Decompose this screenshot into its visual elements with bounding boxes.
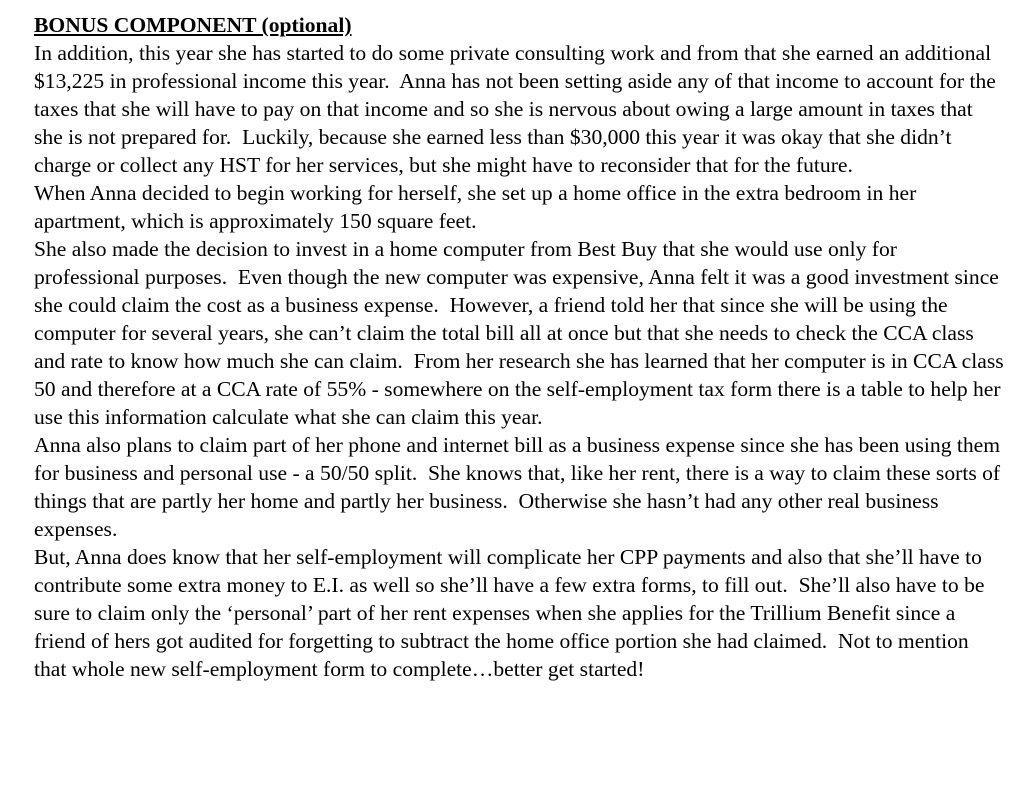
paragraph-cpp-ei-trillium: But, Anna does know that her self-employment will complicate her CPP payments and also that she’ll have to contribute some extra money to E.I. as well so she’ll have a few extra forms, to fill out. She’ll also have to be sure to claim only the ‘personal’ part of her rent expenses when she applies for the Trillium Benefit since a friend of hers got audited for forgetting to subtract the home office portion she had claimed. Not to mention that whole new self-employment form to complete…better get started! [34,545,990,681]
paragraph-phone-internet: Anna also plans to claim part of her phone and internet bill as a business expense since she has been using them for business and personal use - a 50/50 split. She knows that, like her rent, there is a way to claim these sorts of things that are partly her home and partly her business. Otherwise she hasn’t had any other real business expenses. [34,433,1006,541]
paragraph-consulting-income: In addition, this year she has started to do some private consulting work and from that she earned an additional $13,225 in professional income this year. Anna has not been setting aside any of that income to account for the taxes that she will have to pay on that income and so she is nervous about owing a large amount in taxes that she is not prepared for. Luckily, because she earned less than $30,000 this year it was okay that she didn’t charge or collect any HST for her services, but she might have to reconsider that for the future. [34,41,1002,177]
section-heading: BONUS COMPONENT (optional) [34,13,352,37]
paragraph-computer-cca: She also made the decision to invest in a home computer from Best Buy that she would use only for professional purposes. Even though the new computer was expensive, Anna felt it was a good investment since she could claim the cost as a business expense. However, a friend told her that since she will be using the computer for several years, she can’t claim the total bill all at once but that she needs to check the CCA class and rate to know how much she can claim. From her research she has learned that her computer is in CCA class 50 and therefore at a CCA rate of 55% - somewhere on the self-employment tax form there is a table to help her use this information calculate what she can claim this year. [34,237,1010,429]
paragraph-home-office: When Anna decided to begin working for herself, she set up a home office in the extra bedroom in her apartment, which is approximately 150 square feet. [34,181,922,233]
document-body [34,11,1010,683]
